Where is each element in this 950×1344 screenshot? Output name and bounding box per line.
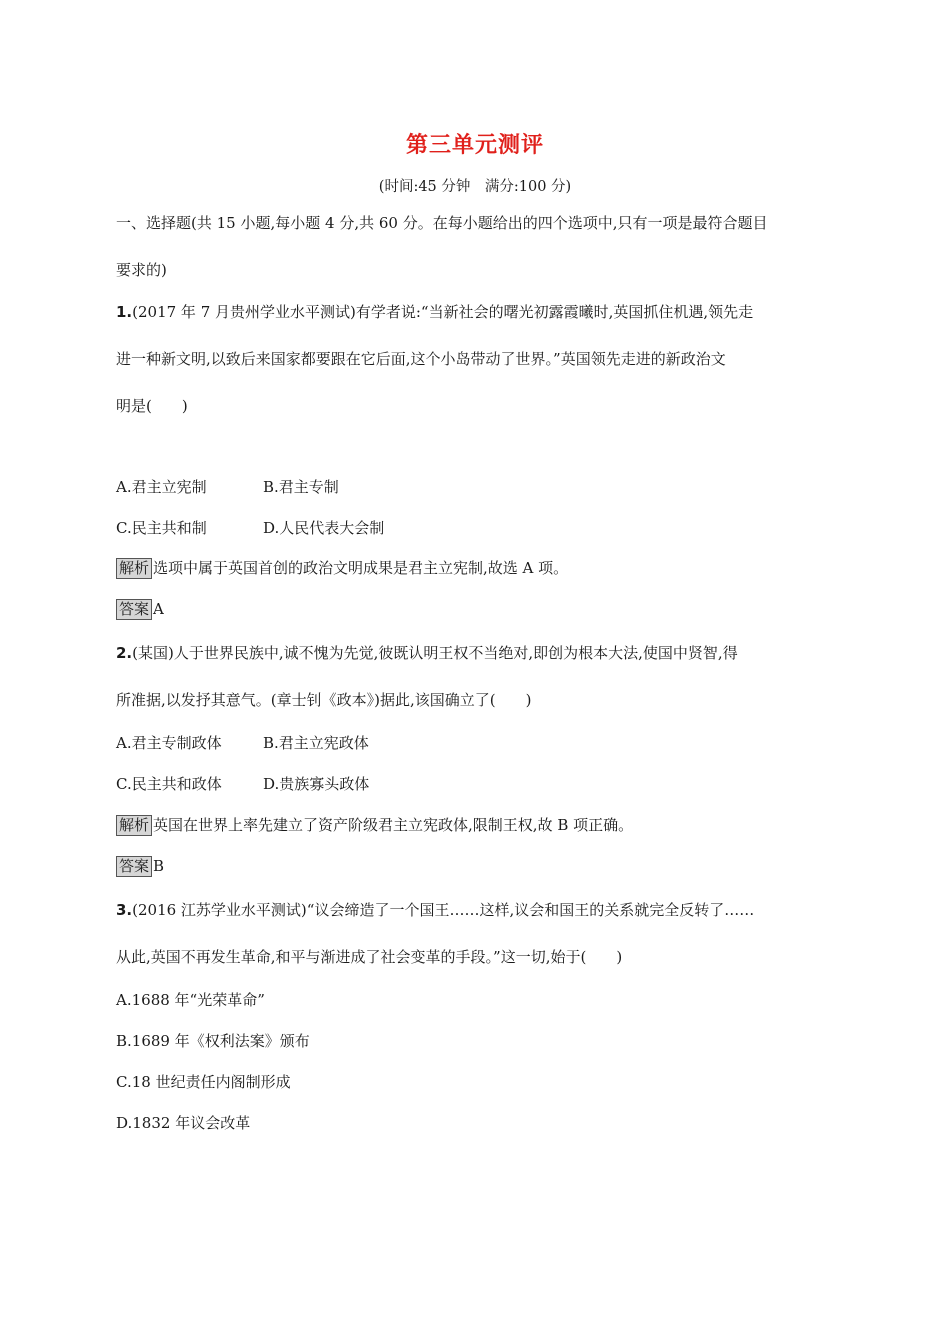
q1-options-row1 bbox=[116, 476, 339, 497]
q1-option-a: A.君主立宪制 bbox=[116, 478, 207, 496]
section-instruction-line2: 要求的) bbox=[116, 261, 167, 279]
q2-number: 2. bbox=[116, 644, 133, 662]
q2-option-b: B.君主立宪政体 bbox=[263, 734, 369, 752]
q2-analysis-text: 英国在世界上率先建立了资产阶级君主立宪政体,限制王权,故 B 项正确。 bbox=[153, 816, 634, 834]
answer-tag: 答案 bbox=[116, 856, 152, 877]
q1-stem-line3: 明是( ) bbox=[116, 397, 188, 415]
exam-info: (时间:45 分钟 满分:100 分) bbox=[378, 179, 572, 195]
q1-text-1: (2017 年 7 月贵州学业水平测试)有学者说:“当新社会的曙光初露霞曦时,英国抓住机遇,领先走 bbox=[132, 303, 754, 321]
q3-text-1: (2016 江苏学业水平测试)“议会缔造了一个国王……这样,议会和国王的关系就完全反转了…… bbox=[132, 901, 755, 919]
q2-option-a: A.君主专制政体 bbox=[116, 734, 222, 752]
q1-number: 1. bbox=[116, 303, 133, 321]
analysis-tag: 解析 bbox=[116, 558, 152, 579]
q2-text-1: (某国)人于世界民族中,诚不愧为先觉,彼既认明王权不当绝对,即创为根本大法,使国中贤智,得 bbox=[132, 644, 738, 662]
q3-option-c: C.18 世纪责任内阁制形成 bbox=[116, 1073, 291, 1091]
q1-option-d: D.人民代表大会制 bbox=[263, 519, 385, 537]
analysis-tag: 解析 bbox=[116, 815, 152, 836]
q1-stem-line1 bbox=[116, 301, 753, 322]
q1-analysis bbox=[116, 557, 568, 579]
q1-stem-line2: 进一种新文明,以致后来国家都要跟在它后面,这个小岛带动了世界。”英国领先走进的新政治文 bbox=[116, 350, 726, 368]
q2-analysis bbox=[116, 814, 633, 836]
q2-options-row2 bbox=[116, 773, 369, 794]
q2-stem-line1 bbox=[116, 642, 738, 663]
q1-options-row2 bbox=[116, 517, 384, 538]
page-title: 第三单元测评 bbox=[405, 133, 544, 158]
q3-stem-line1 bbox=[116, 899, 754, 920]
q2-stem-line2: 所准据,以发抒其意气。(章士钊《政本》)据此,该国确立了( ) bbox=[116, 691, 532, 709]
q1-analysis-text: 选项中属于英国首创的政治文明成果是君主立宪制,故选 A 项。 bbox=[153, 559, 569, 577]
q1-option-b: B.君主专制 bbox=[263, 478, 339, 496]
q3-stem-line2: 从此,英国不再发生革命,和平与渐进成了社会变革的手段。”这一切,始于( ) bbox=[116, 948, 623, 966]
q3-option-d: D.1832 年议会改革 bbox=[116, 1114, 251, 1132]
q2-options-row1 bbox=[116, 732, 369, 753]
q1-answer-value: A bbox=[153, 600, 164, 618]
q1-option-c: C.民主共和制 bbox=[116, 519, 207, 537]
q3-number: 3. bbox=[116, 901, 133, 919]
q2-option-c: C.民主共和政体 bbox=[116, 775, 222, 793]
q3-option-b: B.1689 年《权利法案》颁布 bbox=[116, 1032, 310, 1050]
section-instruction-line1: 一、选择题(共 15 小题,每小题 4 分,共 60 分。在每小题给出的四个选项中,只有一项是最符合题目 bbox=[116, 214, 768, 232]
q1-answer bbox=[116, 599, 164, 620]
answer-tag: 答案 bbox=[116, 599, 152, 620]
q3-option-a: A.1688 年“光荣革命” bbox=[116, 991, 265, 1009]
q2-answer-value: B bbox=[153, 857, 165, 875]
q2-option-d: D.贵族寡头政体 bbox=[263, 775, 370, 793]
q2-answer bbox=[116, 856, 164, 877]
